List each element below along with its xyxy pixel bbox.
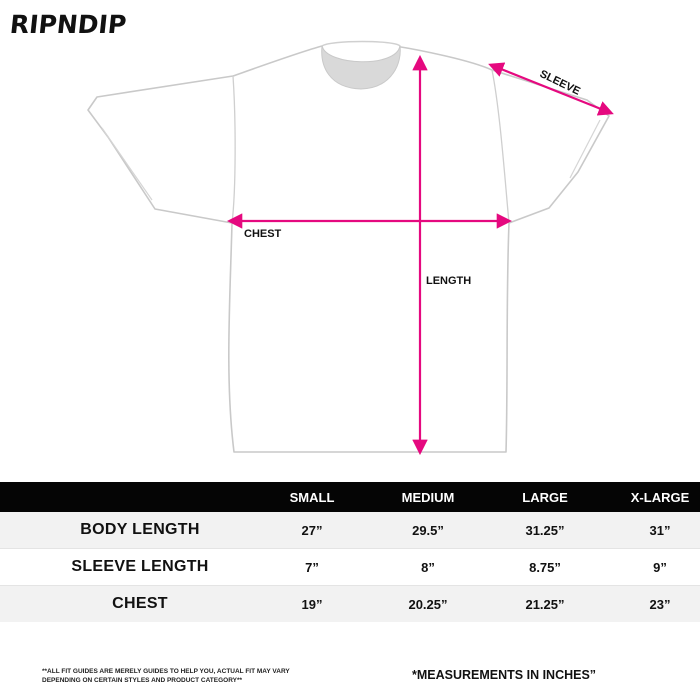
brand-logo: RIPNDIP [8, 10, 128, 39]
table-cell: 8” [421, 559, 435, 575]
row-label: CHEST [112, 595, 168, 612]
col-small: SMALL [289, 489, 335, 505]
col-x-large: X-LARGE [630, 489, 690, 505]
table-cell: 21.25” [525, 596, 565, 612]
size-header-row [0, 482, 700, 512]
table-cell: 23” [649, 596, 671, 612]
table-cell: 8.75” [529, 559, 561, 575]
length-label: LENGTH [426, 275, 472, 287]
table-row-sleeve-length [0, 549, 700, 585]
table-cell: 7” [305, 559, 319, 575]
sleeve-label: SLEEVE [537, 68, 583, 98]
table-cell: 9” [653, 559, 667, 575]
table-row-chest [0, 586, 700, 622]
size-chart-table [0, 482, 700, 622]
row-label: SLEEVE LENGTH [71, 558, 209, 575]
units-note: *MEASUREMENTS IN INCHES” [412, 668, 597, 682]
tshirt-outline [88, 46, 609, 452]
table-cell: 31.25” [525, 522, 565, 538]
table-row-body-length [0, 512, 700, 548]
table-cell: 29.5” [412, 522, 444, 538]
table-cell: 20.25” [408, 596, 448, 612]
row-label: BODY LENGTH [80, 521, 200, 538]
table-cell: 31” [649, 522, 671, 538]
col-medium: MEDIUM [401, 489, 455, 505]
table-cell: 27” [301, 522, 323, 538]
table-cell: 19” [301, 596, 323, 612]
col-large: LARGE [522, 489, 568, 505]
chest-label: CHEST [244, 228, 282, 240]
fit-disclaimer: **ALL FIT GUIDES ARE MERELY GUIDES TO HELP YOU, ACTUAL FIT MAY VARY DEPENDING ON CERTAIN STYLES AND PRODUCT CATEGORY** [42, 668, 290, 684]
